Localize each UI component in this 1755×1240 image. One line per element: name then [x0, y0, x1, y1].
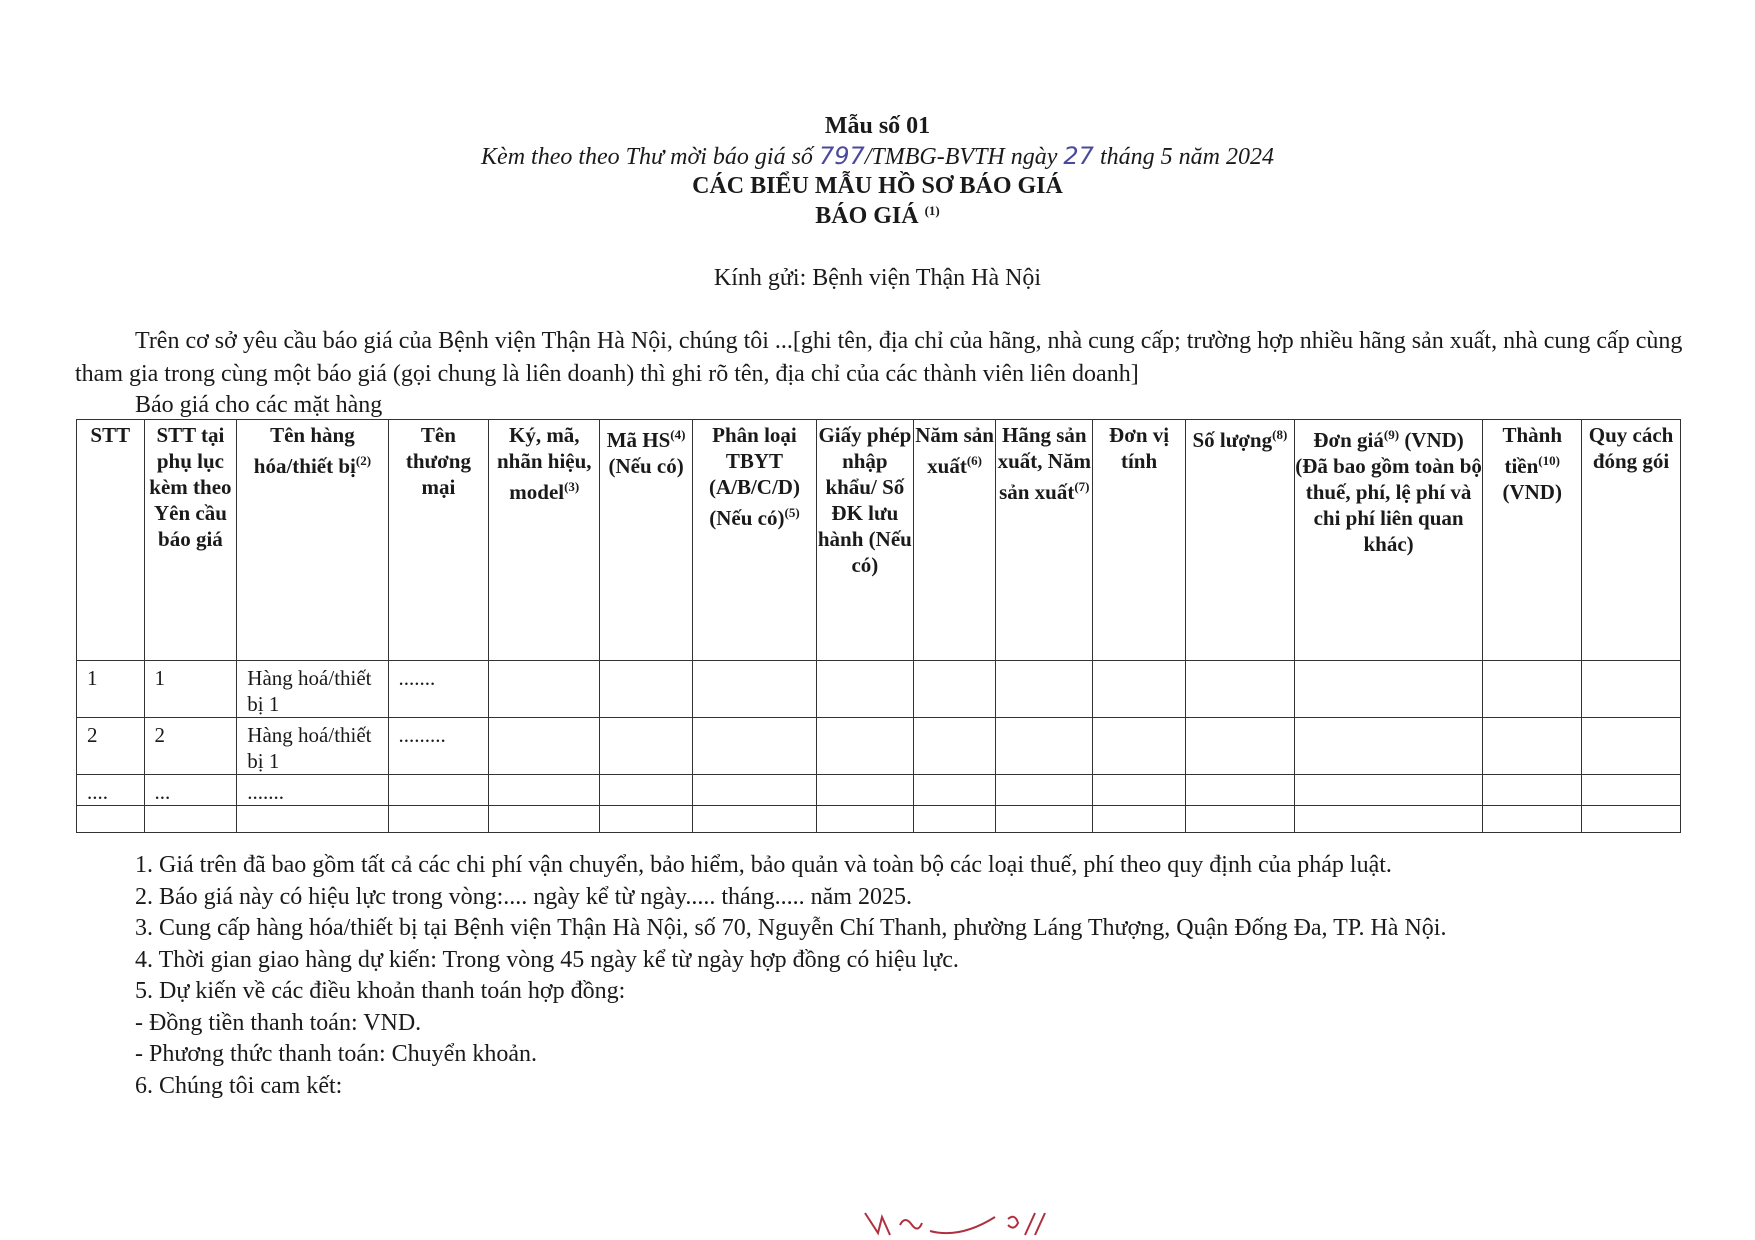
- note-item: 1. Giá trên đã bao gồm tất cả các chi phí vận chuyển, bảo hiểm, bảo quản và toàn bộ các loại thuế, phí theo quy định của pháp luật.: [135, 852, 1392, 878]
- column-header-label-cont: (VND): [1502, 480, 1562, 504]
- table-cell: [489, 775, 600, 806]
- note-item: 2. Báo giá này có hiệu lực trong vòng:.... ngày kể từ ngày..... tháng..... năm 2025.: [135, 883, 912, 910]
- table-cell: [1185, 775, 1294, 806]
- table-cell: [1093, 775, 1186, 806]
- table-cell: [600, 806, 693, 833]
- column-header-label: Tên hàng hóa/thiết bị: [253, 423, 356, 478]
- table-cell: [1294, 718, 1483, 775]
- column-header: [1185, 420, 1294, 661]
- table-cell: [388, 806, 489, 833]
- column-header: [913, 420, 996, 661]
- table-cell: [489, 806, 600, 833]
- table-cell: [913, 775, 996, 806]
- items-caption: Báo giá cho các mặt hàng: [135, 392, 383, 418]
- table-cell: [1093, 806, 1186, 833]
- column-header: [816, 420, 913, 661]
- table-row: [77, 806, 1681, 833]
- quotation-title: [0, 203, 1755, 230]
- column-header-label: Ký, mã, nhãn hiệu, model: [496, 423, 592, 504]
- table-cell: [1185, 806, 1294, 833]
- note-item: - Đồng tiền thanh toán: VND.: [135, 1009, 422, 1036]
- column-header-label: Năm sản xuất: [915, 423, 994, 478]
- table-cell: [1483, 718, 1582, 775]
- table-cell: Hàng hoá/thiết bị 1: [237, 661, 388, 718]
- table-cell: [996, 806, 1093, 833]
- note-item: - Phương thức thanh toán: Chuyển khoản.: [135, 1041, 537, 1067]
- column-header: [1093, 420, 1186, 661]
- table-cell: [816, 718, 913, 775]
- handwritten-mark: [860, 1205, 1060, 1240]
- table-cell: [913, 718, 996, 775]
- note-item: 3. Cung cấp hàng hóa/thiết bị tại Bệnh viện Thận Hà Nội, số 70, Nguyễn Chí Thanh, phường Láng Thượng, Quận Đống Đa, TP. Hà Nội.: [135, 915, 1447, 941]
- document-heading: CÁC BIỂU MẪU HỒ SƠ BÁO GIÁ: [692, 173, 1063, 199]
- table-cell: [816, 775, 913, 806]
- table-cell: [1582, 718, 1681, 775]
- table-cell: ....: [77, 775, 145, 806]
- table-cell: [600, 718, 693, 775]
- column-header-footnote: (8): [1272, 427, 1288, 442]
- table-cell: ...: [144, 775, 237, 806]
- column-header: [1582, 420, 1681, 661]
- table-cell: [388, 775, 489, 806]
- column-header-footnote: (5): [784, 505, 800, 520]
- column-header: [388, 420, 489, 661]
- column-header: [77, 420, 145, 661]
- table-cell: [237, 806, 388, 833]
- column-header-footnote: (10): [1538, 453, 1560, 468]
- table-cell: [1093, 661, 1186, 718]
- note-item: 6. Chúng tôi cam kết:: [135, 1072, 343, 1099]
- table-cell: [692, 718, 816, 775]
- column-header-label: Quy cách đóng gói: [1588, 423, 1674, 473]
- column-header-footnote: (9): [1383, 427, 1400, 442]
- table-cell: 1: [77, 661, 145, 718]
- column-header-label: Đơn giá: [1313, 428, 1384, 452]
- table-cell: [996, 661, 1093, 718]
- table-cell: [600, 661, 693, 718]
- table-cell: [996, 718, 1093, 775]
- column-header-label: Đơn vị tính: [1109, 423, 1170, 473]
- table-cell: [692, 775, 816, 806]
- table-cell: Hàng hoá/thiết bị 1: [237, 718, 388, 775]
- column-header: [1294, 420, 1483, 661]
- table-cell: [1582, 806, 1681, 833]
- table-cell: 2: [144, 718, 237, 775]
- column-header-label-cont: (VND) (Đã bao gồm toàn bộ thuế, phí, lệ phí và chi phí liên quan khác): [1295, 428, 1482, 556]
- column-header: [996, 420, 1093, 661]
- table-row: [77, 718, 1681, 775]
- column-header: [1483, 420, 1582, 661]
- column-header-footnote: (7): [1074, 479, 1090, 494]
- table-cell: [913, 806, 996, 833]
- table-cell: [913, 661, 996, 718]
- table-cell: .......: [388, 661, 489, 718]
- column-header: [237, 420, 388, 661]
- attachment-suffix: tháng 5 năm 2024: [1093, 144, 1274, 170]
- table-cell: [600, 775, 693, 806]
- column-header-footnote: (4): [670, 427, 686, 442]
- table-cell: [1294, 775, 1483, 806]
- intro-paragraph: Trên cơ sở yêu cầu báo giá của Bệnh viện Thận Hà Nội, chúng tôi ...[ghi tên, địa chỉ của hãng, nhà cung cấp; trường hợp nhiều hãng sản xuất, nhà cung cấp cùng tham gia trong cùng một báo giá (gọi chung là liên doanh) thì ghi rõ tên, địa chỉ của các thành viên liên doanh]: [75, 328, 1683, 387]
- column-header: [144, 420, 237, 661]
- table-header-row: [77, 420, 1681, 661]
- column-header-label: Tên thương mại: [405, 423, 471, 499]
- handwritten-day: 27: [1063, 142, 1094, 170]
- column-header-footnote: (6): [966, 453, 982, 468]
- table-body: [77, 661, 1681, 833]
- column-header-label: STT tại phụ lục kèm theo Yên cầu báo giá: [149, 423, 232, 551]
- greeting: Kính gửi: Bệnh viện Thận Hà Nội: [713, 265, 1042, 291]
- table-cell: [1582, 775, 1681, 806]
- table-row: [77, 661, 1681, 718]
- table-row: [77, 775, 1681, 806]
- column-header: [489, 420, 600, 661]
- column-header-label: Hãng sản xuất, Năm sản xuất: [997, 423, 1091, 504]
- column-header-label-cont: (Nếu có): [608, 454, 684, 478]
- attachment-prefix: Kèm theo theo Thư mời báo giá số: [481, 144, 819, 170]
- column-header-label: Giấy phép nhập khẩu/ Số ĐK lưu hành (Nếu có): [817, 423, 912, 577]
- table-cell: [489, 718, 600, 775]
- table-cell: .........: [388, 718, 489, 775]
- table-cell: [1185, 718, 1294, 775]
- column-header-label: Thành tiền: [1502, 423, 1562, 478]
- table-cell: 1: [144, 661, 237, 718]
- table-cell: [1294, 661, 1483, 718]
- table-cell: [489, 661, 600, 718]
- table-cell: [816, 806, 913, 833]
- table-cell: [692, 661, 816, 718]
- table-cell: .......: [237, 775, 388, 806]
- table-cell: [1483, 806, 1582, 833]
- table-cell: [1093, 718, 1186, 775]
- table-cell: [816, 661, 913, 718]
- column-header-label: Số lượng: [1192, 428, 1273, 452]
- attachment-middle: /TMBG-BVTH ngày: [864, 144, 1064, 170]
- quotation-title-footnote: (1): [924, 203, 940, 218]
- table-cell: [692, 806, 816, 833]
- table-cell: [77, 806, 145, 833]
- column-header: [600, 420, 693, 661]
- column-header-label: STT: [90, 423, 131, 447]
- note-item: 4. Thời gian giao hàng dự kiến: Trong vòng 45 ngày kể từ ngày hợp đồng có hiệu lực.: [135, 946, 959, 973]
- table-cell: [1582, 661, 1681, 718]
- table-cell: [1483, 661, 1582, 718]
- column-header-footnote: (2): [355, 453, 372, 468]
- quotation-table: [76, 419, 1681, 833]
- column-header-footnote: (3): [564, 479, 580, 494]
- quotation-title-text: BÁO GIÁ: [815, 203, 919, 229]
- table-cell: [1185, 661, 1294, 718]
- column-header-label: Mã HS: [606, 428, 671, 452]
- notes-list: [135, 850, 1446, 1102]
- column-header-label: Phân loại TBYT (A/B/C/D) (Nếu có): [708, 423, 800, 530]
- handwritten-letter-number: 797: [818, 142, 865, 170]
- table-cell: [1483, 775, 1582, 806]
- attachment-line: [0, 142, 1755, 171]
- form-number: Mẫu số 01: [824, 113, 931, 139]
- table-cell: [1294, 806, 1483, 833]
- table-cell: [996, 775, 1093, 806]
- table-cell: [144, 806, 237, 833]
- note-item: 5. Dự kiến về các điều khoản thanh toán hợp đồng:: [135, 978, 626, 1004]
- column-header: [692, 420, 816, 661]
- table-cell: 2: [77, 718, 145, 775]
